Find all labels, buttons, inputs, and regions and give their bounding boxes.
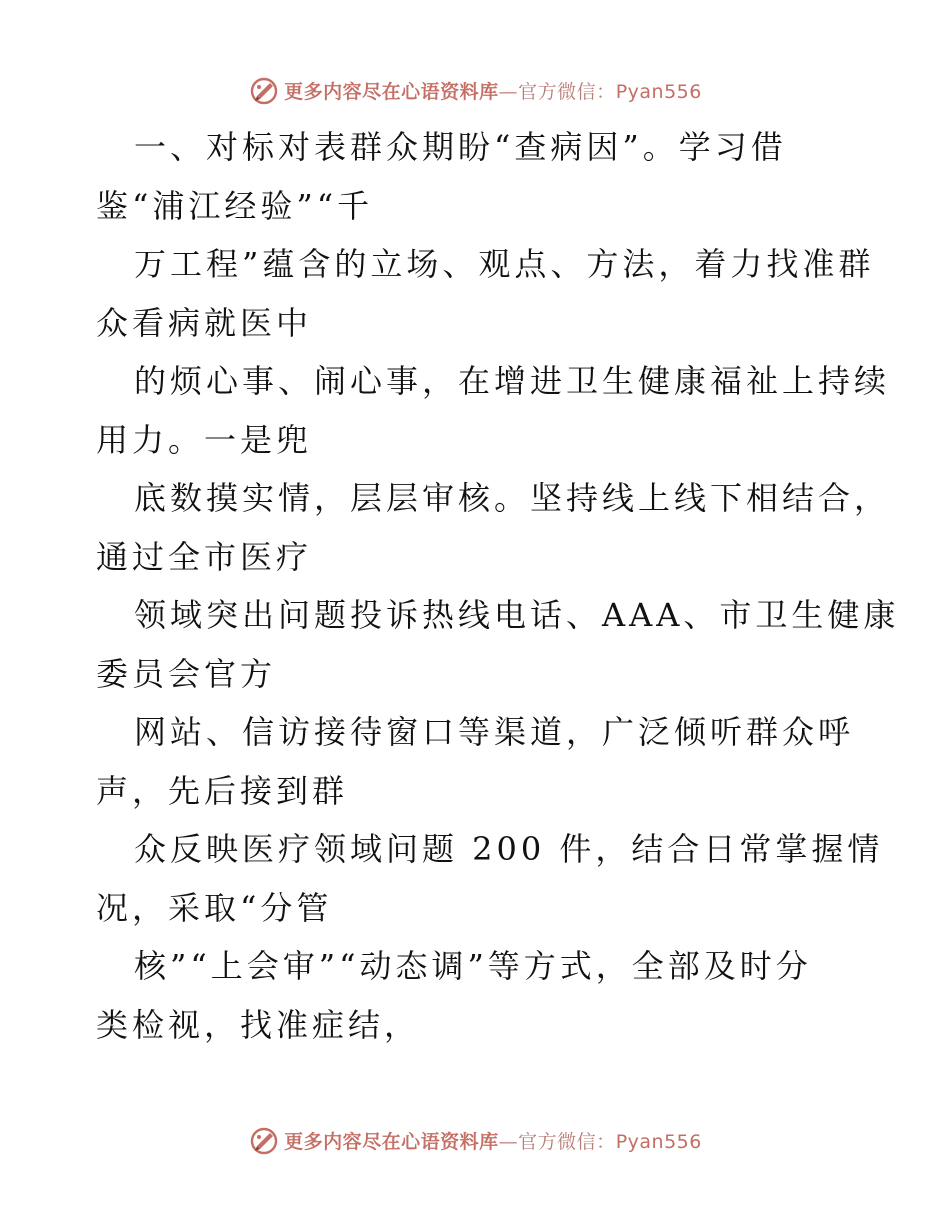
body-line: 鉴“浦江经验”“千	[96, 186, 374, 225]
body-line: 委员会官方	[96, 654, 277, 693]
watermark-wechat-id: Pyan556	[615, 1130, 702, 1153]
watermark-main-text: 更多内容尽在心语资料库	[284, 1130, 499, 1153]
body-line: 底数摸实情，层层审核。坚持线上线下相结合，	[134, 479, 891, 517]
watermark-wechat-label: 官方微信：	[518, 80, 616, 103]
watermark-main-text: 更多内容尽在心语资料库	[284, 80, 499, 103]
body-line: 声，先后接到群	[96, 771, 349, 810]
body-line: 的烦心事、闹心事，在增进卫生健康福祉上持续	[134, 362, 891, 400]
body-line: 核”“上会审”“动态调”等方式，全部及时分	[134, 947, 812, 985]
body-line: 万工程”蕴含的立场、观点、方法，着力找准群	[134, 245, 875, 283]
header-watermark-banner	[0, 70, 950, 110]
watermark-text	[284, 77, 702, 104]
body-line: 众看病就医中	[96, 303, 313, 342]
body-line: 一、对标对表群众期盼“查病因”。学习借	[134, 128, 787, 166]
body-line: 通过全市医疗	[96, 537, 313, 576]
watermark-wechat-id: Pyan556	[615, 80, 702, 103]
pen-logo-icon	[248, 74, 280, 106]
body-line: 类检视，找准症结，	[96, 1005, 421, 1044]
watermark-text	[284, 1127, 702, 1154]
body-line: 领域突出问题投诉热线电话、AAA、市卫生健康	[134, 596, 900, 634]
watermark-separator: —	[498, 1130, 519, 1153]
footer-watermark-banner	[0, 1120, 950, 1160]
body-line: 众反映医疗领域问题 200 件，结合日常掌握情	[134, 830, 884, 868]
watermark-separator: —	[498, 80, 519, 103]
pen-logo-icon	[248, 1124, 280, 1156]
body-line: 况，采取“分管	[96, 888, 333, 927]
body-line: 用力。一是兜	[96, 420, 313, 459]
watermark-wechat-label: 官方微信：	[518, 1130, 616, 1153]
body-line: 网站、信访接待窗口等渠道，广泛倾听群众呼	[134, 713, 855, 751]
document-body	[96, 118, 900, 1054]
